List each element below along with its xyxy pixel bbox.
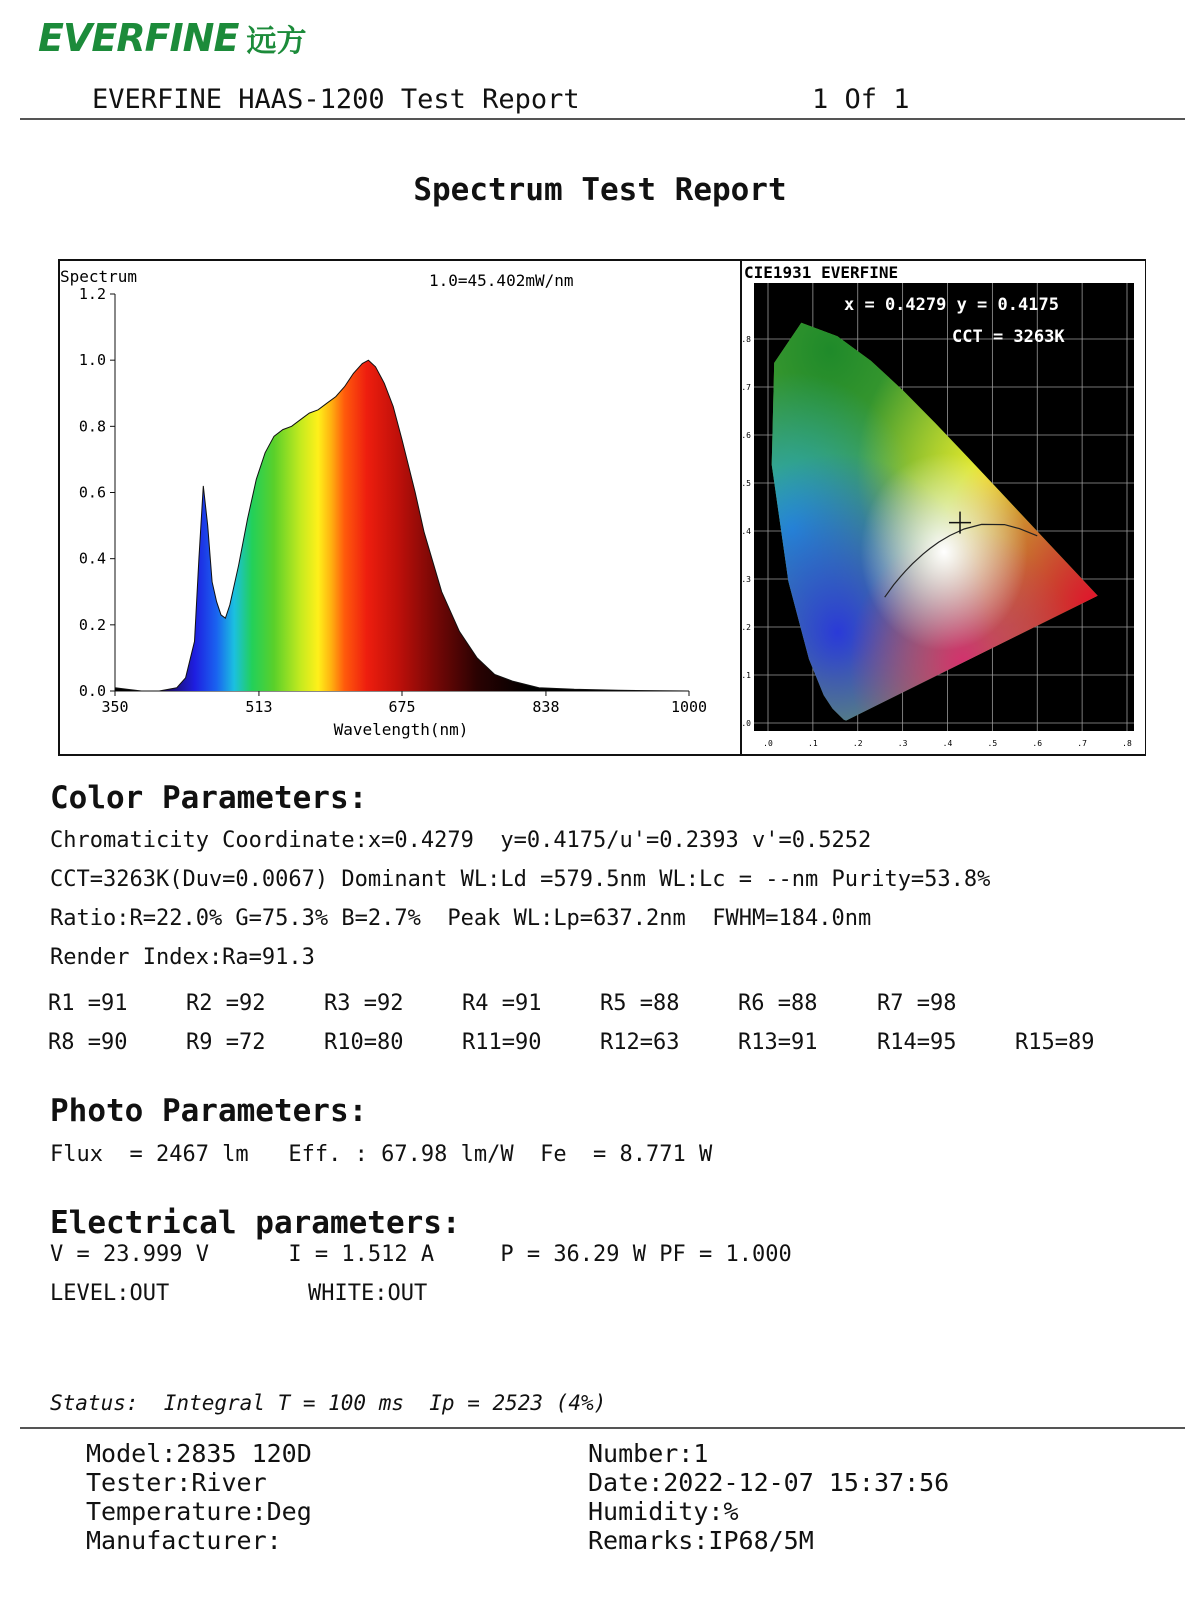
report-header-title: EVERFINE HAAS-1200 Test Report xyxy=(92,84,580,115)
cie-y-tick-label: .2 xyxy=(742,623,751,632)
cie-diagram xyxy=(742,261,1147,754)
page-title: Spectrum Test Report xyxy=(413,172,787,208)
footer-tester: Tester:River xyxy=(86,1468,267,1497)
spectrum-x-tick-label: 350 xyxy=(101,698,129,716)
spectrum-y-tick-label: 0.2 xyxy=(78,615,106,634)
brand-logo-cjk: 远方 xyxy=(246,24,307,59)
spectrum-y-tick-label: 1.2 xyxy=(78,285,106,303)
measurement-status: Status: Integral T = 100 ms Ip = 2523 (4%) xyxy=(50,1391,607,1415)
brand-logo xyxy=(38,14,306,62)
cie-title: CIE1931 EVERFINE xyxy=(744,263,899,282)
footer-manufacturer: Manufacturer: xyxy=(86,1526,282,1555)
spectrum-scale-note: 1.0=45.402mW/nm xyxy=(429,271,574,290)
cie-y-tick-label: .1 xyxy=(742,671,751,680)
chromaticity-line: Chromaticity Coordinate:x=0.4279 y=0.4175/u'=0.2393 v'=0.5252 xyxy=(50,828,872,853)
footer-date: Date:2022-12-07 15:37:56 xyxy=(588,1468,950,1497)
render-index-value: R5 =88 xyxy=(600,991,680,1016)
render-index-line: Render Index:Ra=91.3 xyxy=(50,945,315,970)
cie-xy-readout: x = 0.4279 y = 0.4175 xyxy=(844,295,1059,315)
spectrum-x-tick-label: 513 xyxy=(245,698,273,716)
spectrum-y-tick-label: 0.4 xyxy=(78,549,106,568)
cie-y-tick-label: .5 xyxy=(742,479,751,488)
photo-parameters-line: Flux = 2467 lm Eff. : 67.98 lm/W Fe = 8.771 W xyxy=(50,1142,713,1167)
render-index-value: R11=90 xyxy=(462,1030,542,1055)
cie-y-tick-label: .4 xyxy=(742,527,751,536)
white-status: WHITE:OUT xyxy=(308,1281,428,1306)
header-divider xyxy=(20,118,1185,120)
cie-y-tick-label: .0 xyxy=(742,719,751,728)
render-index-value: R12=63 xyxy=(600,1030,680,1055)
cie-y-tick-label: .3 xyxy=(742,575,751,584)
ratio-line: Ratio:R=22.0% G=75.3% B=2.7% Peak WL:Lp=637.2nm FWHM=184.0nm xyxy=(50,906,872,931)
cie-x-tick-label: .7 xyxy=(1077,739,1087,748)
cie-x-tick-label: .3 xyxy=(897,739,908,748)
cie-y-tick-label: .8 xyxy=(742,335,751,344)
spectrum-y-tick-label: 1.0 xyxy=(78,351,106,370)
cie-x-tick-label: .4 xyxy=(942,739,953,748)
spectrum-x-tick-label: 1000 xyxy=(670,698,708,716)
footer-model: Model:2835 120D xyxy=(86,1439,312,1468)
cie-x-tick-label: .6 xyxy=(1032,739,1043,748)
brand-logo-latin: EVERFINE xyxy=(38,16,239,60)
render-index-value: R6 =88 xyxy=(738,991,818,1016)
cie-x-tick-label: .5 xyxy=(987,739,998,748)
footer-number: Number:1 xyxy=(588,1439,709,1468)
render-index-value: R3 =92 xyxy=(324,991,404,1016)
footer-temperature: Temperature:Deg xyxy=(86,1497,312,1526)
render-index-value: R15=89 xyxy=(1015,1030,1095,1055)
cie-y-tick-label: .7 xyxy=(742,383,751,392)
spectrum-x-axis-label: Wavelength(nm) xyxy=(333,720,469,739)
spectrum-panel-title: Spectrum xyxy=(60,267,138,286)
render-index-value: R9 =72 xyxy=(186,1030,266,1055)
electrical-parameters-line: V = 23.999 V I = 1.512 A P = 36.29 W PF = 1.000 xyxy=(50,1242,792,1267)
color-parameters-heading: Color Parameters: xyxy=(50,780,368,816)
render-index-value: R4 =91 xyxy=(462,991,542,1016)
cie-x-tick-label: .0 xyxy=(763,739,773,748)
photo-parameters-heading: Photo Parameters: xyxy=(50,1093,368,1129)
render-index-value: R8 =90 xyxy=(48,1030,128,1055)
render-index-value: R14=95 xyxy=(877,1030,957,1055)
render-index-value: R1 =91 xyxy=(48,991,128,1016)
cie-x-tick-label: .8 xyxy=(1122,739,1132,748)
footer-divider xyxy=(20,1427,1185,1429)
spectrum-x-tick-label: 675 xyxy=(388,698,416,716)
spectrum-y-tick-label: 0.8 xyxy=(78,417,106,436)
cie-x-tick-label: .2 xyxy=(852,739,863,748)
page-indicator: 1 Of 1 xyxy=(812,84,910,115)
render-index-value: R2 =92 xyxy=(186,991,266,1016)
footer-humidity: Humidity:% xyxy=(588,1497,739,1526)
spectrum-y-tick-label: 0.6 xyxy=(78,483,106,502)
cie-cct-readout: CCT = 3263K xyxy=(952,327,1065,347)
render-index-value: R10=80 xyxy=(324,1030,404,1055)
cie-x-tick-label: .1 xyxy=(808,739,818,748)
cie-diagram-panel xyxy=(740,261,1145,754)
render-index-value: R7 =98 xyxy=(877,991,957,1016)
cie-y-tick-label: .6 xyxy=(742,431,751,440)
chart-frame xyxy=(58,259,1146,756)
spectrum-chart xyxy=(60,261,740,754)
render-index-value: R13=91 xyxy=(738,1030,818,1055)
footer-remarks: Remarks:IP68/5M xyxy=(588,1526,814,1555)
cct-line: CCT=3263K(Duv=0.0067) Dominant WL:Ld =579.5nm WL:Lc = --nm Purity=53.8% xyxy=(50,867,991,892)
spectrum-x-tick-label: 838 xyxy=(532,698,560,716)
electrical-parameters-heading: Electrical parameters: xyxy=(50,1205,461,1241)
spectrum-y-tick-label: 0.0 xyxy=(78,682,106,700)
level-status: LEVEL:OUT xyxy=(50,1281,170,1306)
